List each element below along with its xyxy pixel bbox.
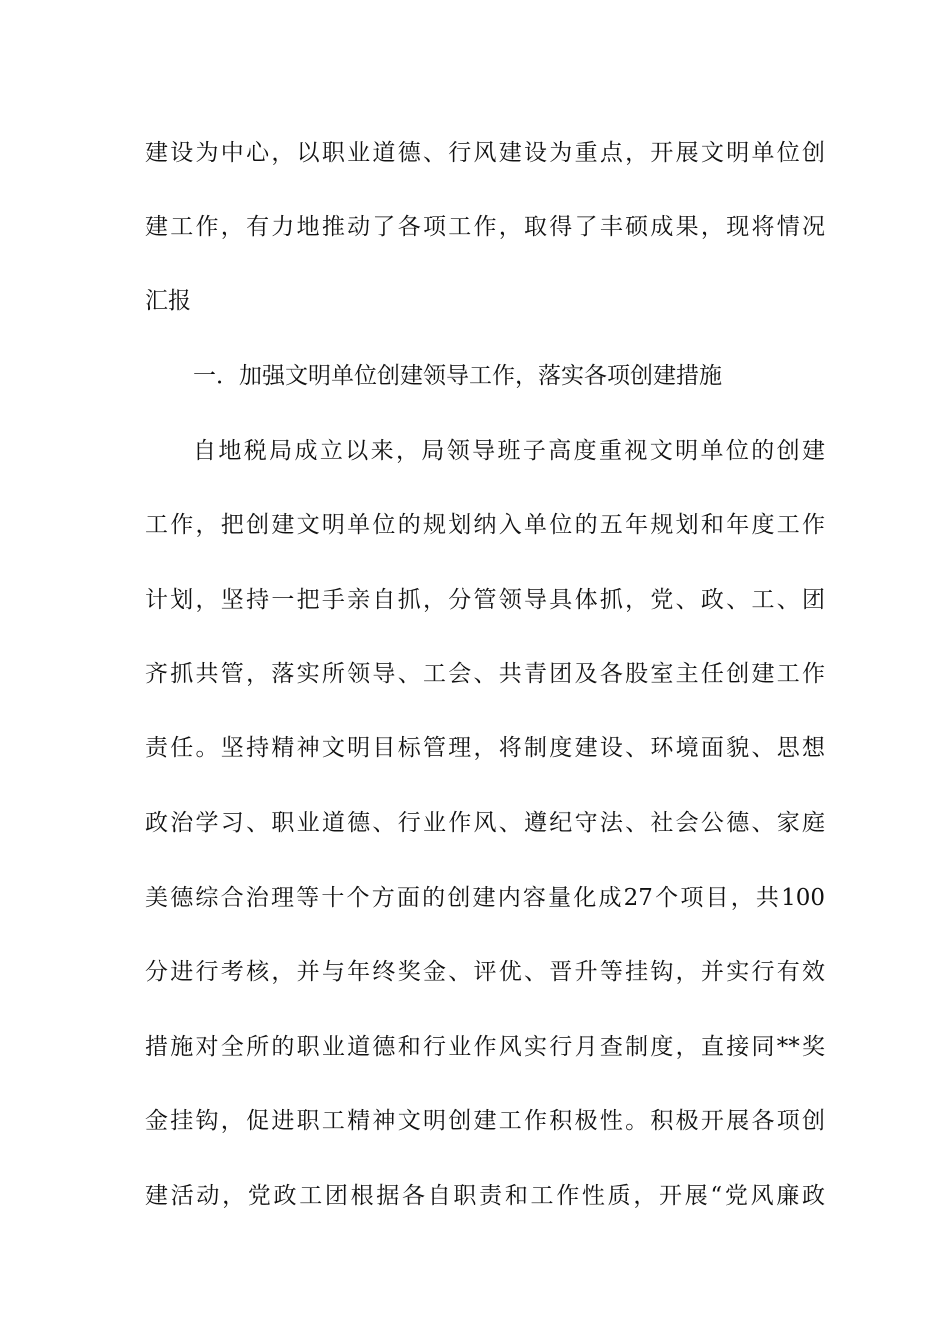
paragraph-line-11: 美德综合治理等十个方面的创建内容量化成27个项目，共100 <box>145 885 825 911</box>
paragraph-line-15: 建活动，党政工团根据各自职责和工作性质，开展“党风廉政 <box>145 1183 825 1209</box>
paragraph-line-12: 分进行考核，并与年终奖金、评优、晋升等挂钩，并实行有效 <box>145 959 825 985</box>
paragraph-line-14: 金挂钩，促进职工精神文明创建工作积极性。积极开展各项创 <box>145 1108 825 1134</box>
paragraph-line-6: 工作，把创建文明单位的规划纳入单位的五年规划和年度工作 <box>145 512 825 538</box>
paragraph-line-10: 政治学习、职业道德、行业作风、遵纪守法、社会公德、家庭 <box>145 810 825 836</box>
paragraph-line-1: 建设为中心，以职业道德、行风建设为重点，开展文明单位创 <box>145 140 825 166</box>
paragraph-line-9: 责任。坚持精神文明目标管理，将制度建设、环境面貌、思想 <box>145 735 825 761</box>
paragraph-line-7: 计划，坚持一把手亲自抓，分管领导具体抓，党、政、工、团 <box>145 587 825 613</box>
paragraph-line-2: 建工作，有力地推动了各项工作，取得了丰硕成果，现将情况 <box>145 214 825 240</box>
paragraph-line-13: 措施对全所的职业道德和行业作风实行月查制度，直接同**奖 <box>145 1034 825 1060</box>
paragraph-line-3: 汇报 <box>145 288 191 314</box>
paragraph-line-8: 齐抓共管，落实所领导、工会、共青团及各股室主任创建工作 <box>145 661 825 687</box>
paragraph-line-5: 自地税局成立以来，局领导班子高度重视文明单位的创建 <box>193 438 825 464</box>
section-heading: 一．加强文明单位创建领导工作，落实各项创建措施 <box>193 363 722 389</box>
